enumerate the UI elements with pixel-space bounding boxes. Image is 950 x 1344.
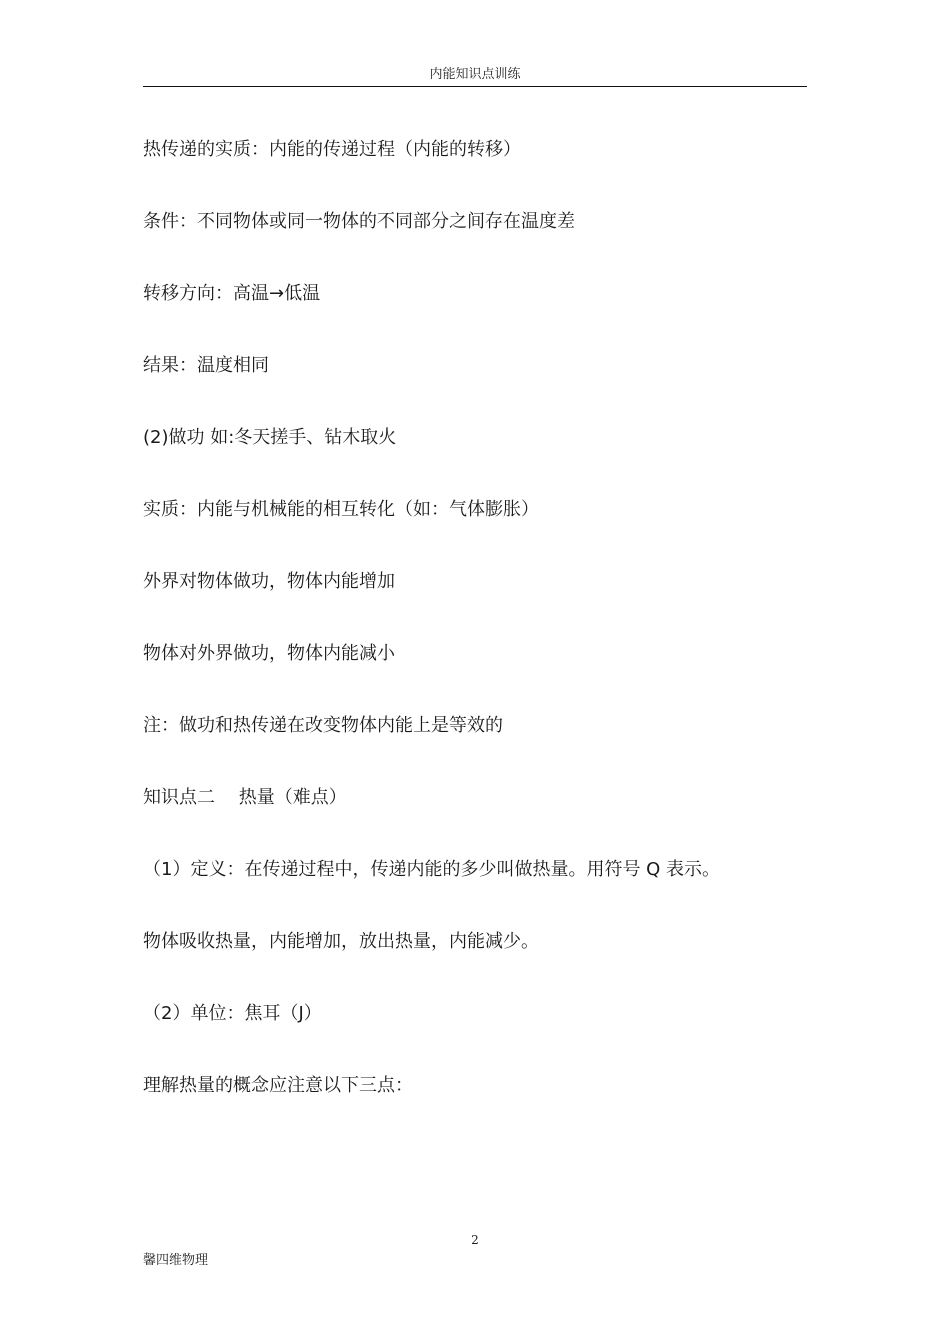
page-footer: 馨四维物理 — [143, 1253, 209, 1268]
page-header — [143, 66, 807, 87]
section-heading-heat: 知识点二 热量（难点） — [143, 787, 347, 808]
text-line-note-equivalence: 注：做功和热传递在改变物体内能上是等效的 — [143, 715, 503, 736]
text-line-three-points: 理解热量的概念应注意以下三点： — [143, 1075, 413, 1096]
text-line-doing-work: (2)做功 如:冬天搓手、钻木取火 — [143, 427, 397, 448]
text-line-object-work-on-external: 物体对外界做功，物体内能减小 — [143, 643, 395, 664]
text-line-heat-transfer-essence: 热传递的实质：内能的传递过程（内能的转移） — [143, 139, 521, 160]
text-line-unit: （2）单位：焦耳（J） — [143, 1003, 322, 1024]
text-line-heat-definition: （1）定义：在传递过程中，传递内能的多少叫做热量。用符号 Q 表示。 — [143, 859, 721, 880]
text-line-transfer-direction: 转移方向：高温→低温 — [143, 283, 321, 304]
page-number: 2 — [471, 1233, 479, 1247]
text-line-condition: 条件：不同物体或同一物体的不同部分之间存在温度差 — [143, 211, 575, 232]
header-title: 内能知识点训练 — [429, 67, 521, 82]
text-line-result: 结果：温度相同 — [143, 355, 269, 376]
text-line-work-essence: 实质：内能与机械能的相互转化（如：气体膨胀） — [143, 499, 539, 520]
text-line-external-work-on-object: 外界对物体做功，物体内能增加 — [143, 571, 395, 592]
text-line-absorb-release: 物体吸收热量，内能增加，放出热量，内能减少。 — [143, 931, 539, 952]
